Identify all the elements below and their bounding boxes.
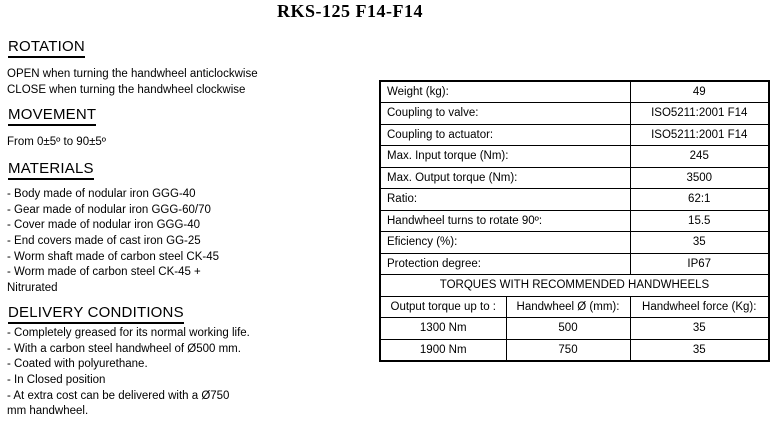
movement-line: From 0±5º to 90±5º bbox=[7, 136, 107, 148]
spec-value: 245 bbox=[630, 146, 769, 168]
delivery-list bbox=[7, 326, 250, 420]
spec-row bbox=[380, 103, 769, 125]
materials-list bbox=[7, 187, 219, 297]
spec-value: 62:1 bbox=[630, 189, 769, 211]
materials-item: - End covers made of cast iron GG-25 bbox=[7, 235, 201, 248]
movement-text bbox=[7, 135, 106, 151]
delivery-item: - Coated with polyurethane. bbox=[7, 358, 148, 371]
torques-cell: 500 bbox=[506, 318, 630, 340]
rotation-heading: ROTATION bbox=[8, 38, 85, 58]
torques-row bbox=[380, 318, 769, 340]
delivery-item: - With a carbon steel handwheel of Ø500 mm. bbox=[7, 342, 241, 355]
spec-label: Eficiency (%): bbox=[380, 232, 630, 254]
spec-value: 49 bbox=[630, 81, 769, 103]
torques-cell: 750 bbox=[506, 339, 630, 361]
torques-cell: 1300 Nm bbox=[380, 318, 506, 340]
rotation-text bbox=[7, 67, 258, 98]
torques-row bbox=[380, 339, 769, 361]
spec-value: IP67 bbox=[630, 253, 769, 275]
spec-row bbox=[380, 189, 769, 211]
spec-value: ISO5211:2001 F14 bbox=[630, 124, 769, 146]
spec-label: Max. Output torque (Nm): bbox=[380, 167, 630, 189]
delivery-item: - In Closed position bbox=[7, 374, 106, 387]
spec-row bbox=[380, 232, 769, 254]
spec-row bbox=[380, 81, 769, 103]
spec-value: 15.5 bbox=[630, 210, 769, 232]
materials-item: - Cover made of nodular iron GGG-40 bbox=[7, 219, 201, 232]
materials-item: Nitrurated bbox=[7, 282, 58, 295]
delivery-item: - Completely greased for its normal working life. bbox=[7, 327, 250, 339]
spec-row bbox=[380, 253, 769, 275]
spec-label: Handwheel turns to rotate 90º: bbox=[380, 210, 630, 232]
materials-item: - Body made of nodular iron GGG-40 bbox=[7, 188, 196, 200]
rotation-line: CLOSE when turning the handwheel clockwise bbox=[7, 83, 246, 96]
spec-value: 3500 bbox=[630, 167, 769, 189]
page-title: RKS-125 F14-F14 bbox=[277, 1, 423, 21]
torques-column-header: Handwheel Ø (mm): bbox=[506, 296, 630, 318]
torques-cell: 35 bbox=[630, 339, 769, 361]
torques-column-header: Handwheel force (Kg): bbox=[630, 296, 769, 318]
torques-cell: 35 bbox=[630, 318, 769, 340]
materials-heading: MATERIALS bbox=[8, 160, 94, 180]
delivery-heading: DELIVERY CONDITIONS bbox=[8, 304, 184, 324]
torques-columns-row bbox=[380, 296, 769, 318]
torques-heading-row bbox=[380, 275, 769, 297]
spec-label: Coupling to valve: bbox=[380, 103, 630, 125]
spec-value: ISO5211:2001 F14 bbox=[630, 103, 769, 125]
torques-heading: TORQUES WITH RECOMMENDED HANDWHEELS bbox=[380, 275, 769, 297]
spec-label: Weight (kg): bbox=[380, 81, 630, 103]
torques-column-header: Output torque up to : bbox=[380, 296, 506, 318]
spec-label: Protection degree: bbox=[380, 253, 630, 275]
materials-item: - Worm shaft made of carbon steel CK-45 bbox=[7, 250, 219, 263]
spec-label: Ratio: bbox=[380, 189, 630, 211]
rotation-line: OPEN when turning the handwheel anticlockwise bbox=[7, 68, 258, 80]
movement-heading: MOVEMENT bbox=[8, 106, 96, 126]
torques-cell: 1900 Nm bbox=[380, 339, 506, 361]
materials-item: - Gear made of nodular iron GGG-60/70 bbox=[7, 203, 211, 216]
spec-row bbox=[380, 124, 769, 146]
spec-label: Coupling to actuator: bbox=[380, 124, 630, 146]
spec-row bbox=[380, 167, 769, 189]
materials-item: - Worm made of carbon steel CK-45 + bbox=[7, 266, 201, 279]
spec-value: 35 bbox=[630, 232, 769, 254]
delivery-item: - At extra cost can be delivered with a Ø750 bbox=[7, 389, 230, 402]
delivery-item: mm handwheel. bbox=[7, 405, 89, 418]
spec-label: Max. Input torque (Nm): bbox=[380, 146, 630, 168]
spec-row bbox=[380, 210, 769, 232]
spec-table bbox=[379, 80, 770, 362]
spec-row bbox=[380, 146, 769, 168]
